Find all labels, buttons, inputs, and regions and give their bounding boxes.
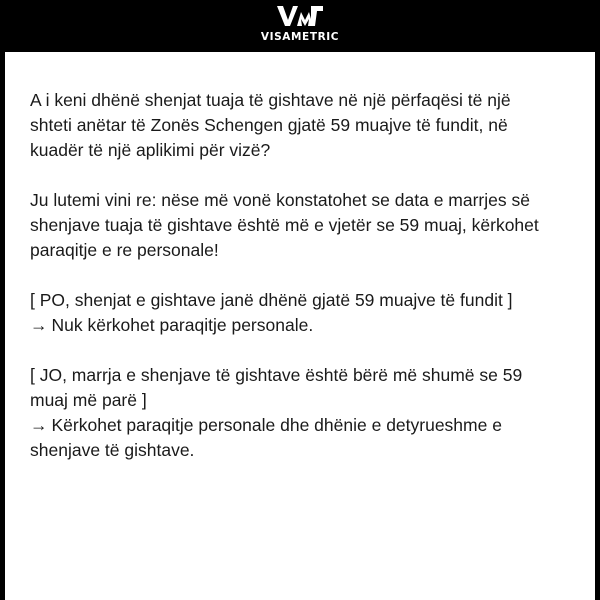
no-result-text: Kërkohet paraqitje personale dhe dhënie e detyrueshme e shenjave të gishtave. [30, 415, 502, 460]
note-paragraph: Ju lutemi vini re: nëse më vonë konstatohet se data e marrjes së shenjave tuaja të gishtave është më e vjetër se 59 muaj, kërkohet paraqitje e re personale! [30, 190, 539, 260]
content-panel [5, 52, 595, 600]
arrow-right-icon: → [30, 415, 48, 435]
question-paragraph: A i keni dhënë shenjat tuaja të gishtave në një përfaqësi të një shteti anëtar të Zonës Schengen gjatë 59 muajve të fundit, në kuadër të një aplikimi për vizë? [30, 90, 511, 160]
no-result-line [30, 413, 550, 463]
yes-result-text: Nuk kërkohet paraqitje personale. [51, 315, 314, 335]
content-text [30, 88, 550, 488]
no-block [30, 363, 550, 463]
brand-name: VISAMETRIC [260, 31, 340, 43]
yes-block [30, 288, 550, 338]
yes-option-text: [ PO, shenjat e gishtave janë dhënë gjatë 59 muajve të fundit ] [30, 290, 513, 310]
no-option-text: [ JO, marrja e shenjave të gishtave është bërë më shumë se 59 muaj më parë ] [30, 365, 523, 410]
header-bar [0, 0, 600, 52]
yes-result-line [30, 313, 550, 338]
visametric-logo-icon [277, 6, 323, 26]
arrow-right-icon: → [30, 315, 48, 335]
